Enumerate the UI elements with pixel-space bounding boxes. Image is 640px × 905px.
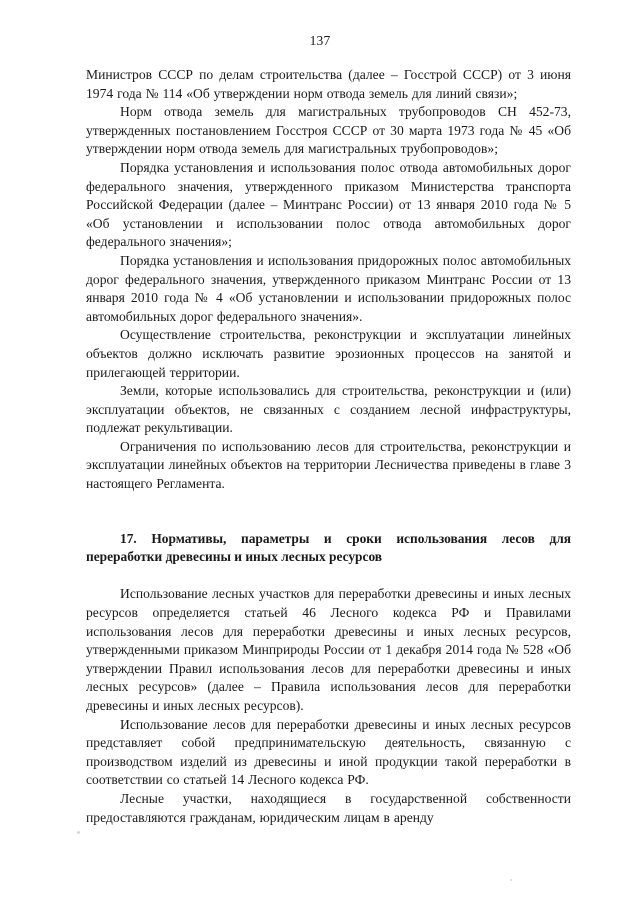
- paragraph: Норм отвода земель для магистральных трубопроводов СН 452-73, утвержденных постановлением Госстроя СССР от 30 марта 1973 года № 45 «Об утверждении норм отвода земель для магистральных трубопроводов»;: [86, 104, 571, 157]
- paragraph: Использование лесных участков для переработки древесины и иных лесных ресурсов определяется статьей 46 Лесного кодекса РФ и Правилами использования лесов для переработки древесины и иных лесных ресурсов, утвержденными приказом Минприроды России от 1 декабря 2014 года № 528 «Об утверждении Правил использования лесов для переработки древесины и иных лесных ресурсов» (далее – Правила использования лесов для переработки древесины и иных лесных ресурсов).: [86, 586, 571, 714]
- paragraph: Использование лесов для переработки древесины и иных лесных ресурсов представляет собой предпринимательскую деятельность, связанную с производством изделий из древесины и иной продукции такой переработки в соответствии со статьей 14 Лесного кодекса РФ.: [86, 716, 571, 788]
- paragraph: Лесные участки, находящиеся в государственной собственности предоставляются гражданам, юридическим лицам в аренду: [86, 791, 571, 825]
- paragraph: Порядка установления и использования придорожных полос автомобильных дорог федерального значения, утвержденного приказом Минтранс России от 13 января 2010 года № 4 «Об установлении и использовании придорожных полос автомобильных дорог федерального значения».: [86, 252, 571, 324]
- page-number: 137: [309, 33, 331, 48]
- section-body: [86, 585, 571, 827]
- paragraph: Земли, которые использовались для строительства, реконструкции и (или) эксплуатации объектов, не связанных с созданием лесной инфраструктуры, подлежат рекультивации.: [86, 383, 571, 436]
- paragraph: Министров СССР по делам строительства (далее – Госстрой СССР) от 3 июня 1974 года № 114 «Об утверждении норм отвода земель для линий связи»;: [86, 67, 571, 101]
- page-content: [86, 66, 571, 827]
- scan-speck: [510, 879, 512, 881]
- paragraph: Порядка установления и использования полос отвода автомобильных дорог федерального значения, утвержденного приказом Министерства транспорта Российской Федерации (далее – Минтранс России) от 13 января 2010 года № 5 «Об установлении и использовании полос отвода автомобильных дорог федерального значения»;: [86, 159, 571, 250]
- section-heading: 17. Нормативы, параметры и сроки использования лесов для переработки древесины и иных лесных ресурсов: [86, 530, 571, 565]
- scan-speck: [77, 831, 80, 834]
- paragraph: Осуществление строительства, реконструкции и эксплуатации линейных объектов должно исключать развитие эрозионных процессов на занятой и прилегающей территории.: [86, 327, 571, 380]
- paragraph: Ограничения по использованию лесов для строительства, реконструкции и эксплуатации линейных объектов на территории Лесничества приведены в главе 3 настоящего Регламента.: [86, 438, 571, 492]
